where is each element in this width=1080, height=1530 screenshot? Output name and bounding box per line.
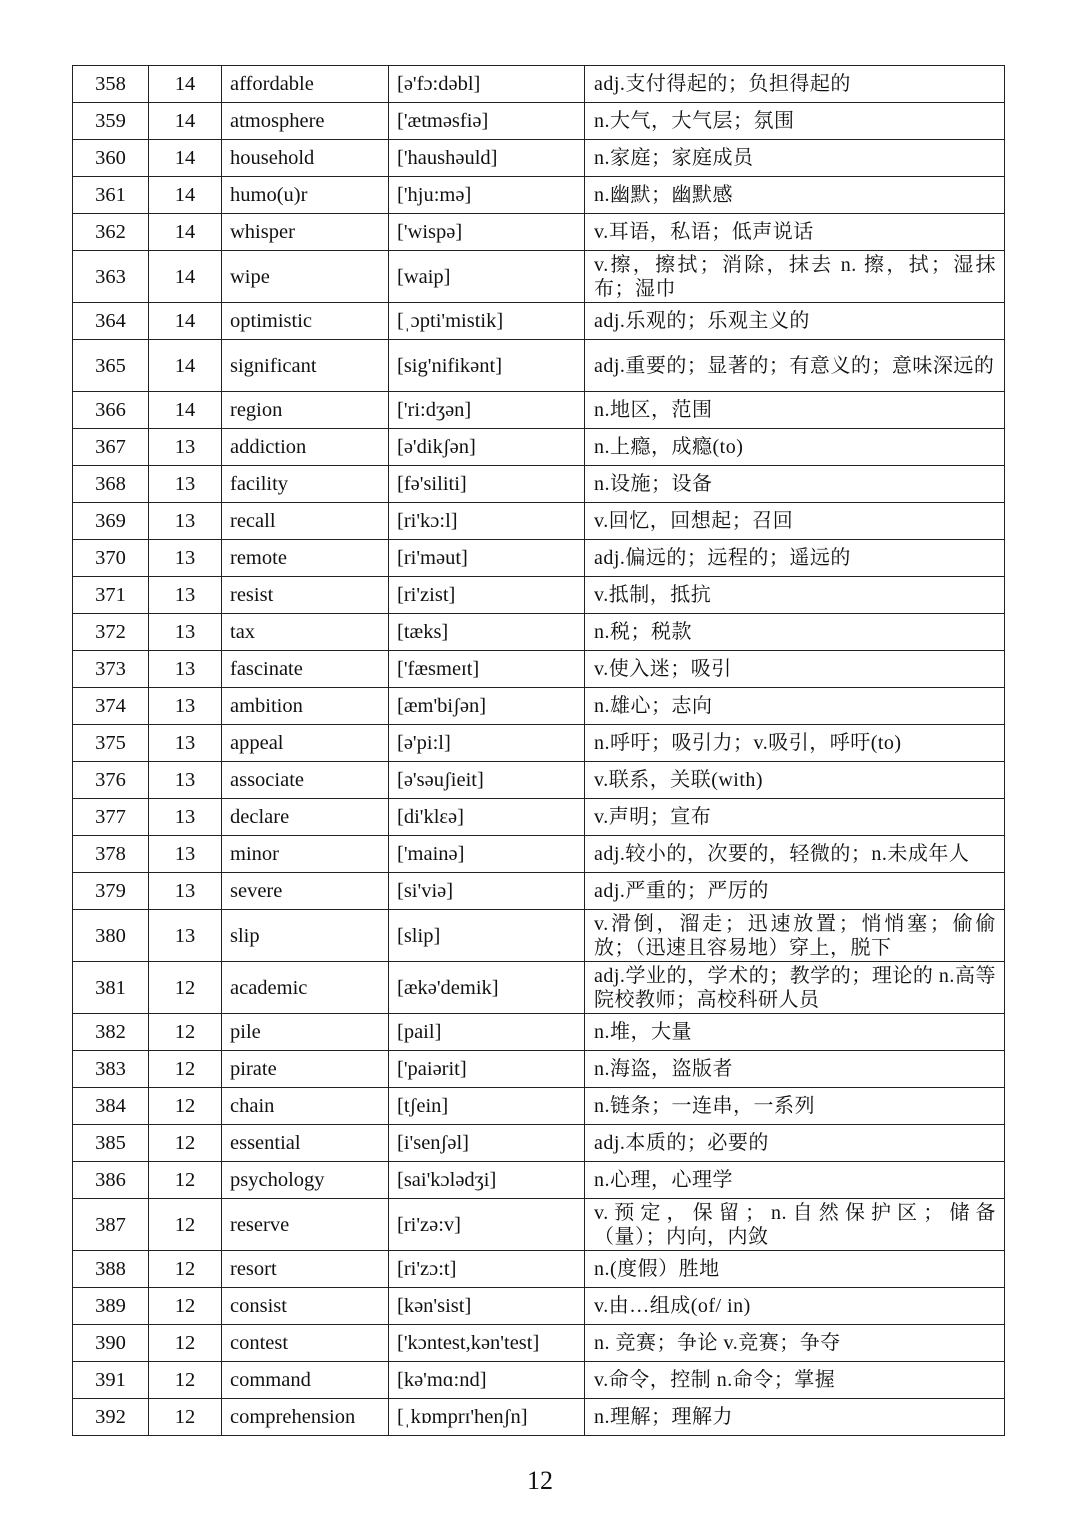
entry-word: psychology xyxy=(222,1162,389,1199)
entry-word: consist xyxy=(222,1288,389,1325)
entry-phonetic: [i'senʃəl] xyxy=(389,1125,585,1162)
entry-phonetic: [sig'nifikənt] xyxy=(389,340,585,392)
entry-word: resist xyxy=(222,577,389,614)
entry-phonetic: [ə'pi:l] xyxy=(389,725,585,762)
entry-definition: n.理解；理解力 xyxy=(585,1399,1005,1436)
entry-definition: n. 竞赛；争论 v.竞赛；争夺 xyxy=(585,1325,1005,1362)
entry-definition: n.呼吁；吸引力；v.吸引，呼吁(to) xyxy=(585,725,1005,762)
entry-number: 369 xyxy=(73,503,149,540)
entry-definition: n.地区，范围 xyxy=(585,392,1005,429)
entry-phonetic: [kə'mɑ:nd] xyxy=(389,1362,585,1399)
entry-definition: n.雄心；志向 xyxy=(585,688,1005,725)
entry-definition: n.心理，心理学 xyxy=(585,1162,1005,1199)
entry-phonetic: ['wispə] xyxy=(389,214,585,251)
entry-frequency: 12 xyxy=(149,1051,222,1088)
entry-frequency: 13 xyxy=(149,466,222,503)
entry-phonetic: ['mainə] xyxy=(389,836,585,873)
entry-word: severe xyxy=(222,873,389,910)
entry-phonetic: [slip] xyxy=(389,910,585,962)
entry-word: chain xyxy=(222,1088,389,1125)
table-row xyxy=(73,392,1005,429)
entry-word: slip xyxy=(222,910,389,962)
table-row xyxy=(73,103,1005,140)
table-row xyxy=(73,1251,1005,1288)
entry-frequency: 13 xyxy=(149,577,222,614)
entry-frequency: 13 xyxy=(149,725,222,762)
entry-number: 372 xyxy=(73,614,149,651)
entry-definition: adj.严重的；严厉的 xyxy=(585,873,1005,910)
entry-number: 371 xyxy=(73,577,149,614)
entry-definition: v.擦，擦拭；消除，抹去 n. 擦，拭；湿抹布；湿巾 xyxy=(585,251,1005,303)
entry-definition: adj.支付得起的；负担得起的 xyxy=(585,66,1005,103)
entry-definition: n.海盗，盗版者 xyxy=(585,1051,1005,1088)
entry-definition: n.大气，大气层；氛围 xyxy=(585,103,1005,140)
entry-number: 368 xyxy=(73,466,149,503)
entry-definition: v.联系，关联(with) xyxy=(585,762,1005,799)
entry-definition: n.堆，大量 xyxy=(585,1014,1005,1051)
table-row xyxy=(73,1199,1005,1251)
entry-word: associate xyxy=(222,762,389,799)
entry-number: 360 xyxy=(73,140,149,177)
entry-number: 374 xyxy=(73,688,149,725)
entry-frequency: 12 xyxy=(149,1088,222,1125)
entry-phonetic: [ˌkɒmprɪ'henʃn] xyxy=(389,1399,585,1436)
entry-word: recall xyxy=(222,503,389,540)
entry-number: 370 xyxy=(73,540,149,577)
entry-number: 388 xyxy=(73,1251,149,1288)
entry-phonetic: ['ætməsfiə] xyxy=(389,103,585,140)
entry-word: academic xyxy=(222,962,389,1014)
entry-phonetic: [ə'dikʃən] xyxy=(389,429,585,466)
entry-phonetic: [pail] xyxy=(389,1014,585,1051)
entry-frequency: 14 xyxy=(149,214,222,251)
entry-frequency: 12 xyxy=(149,1251,222,1288)
entry-word: whisper xyxy=(222,214,389,251)
vocabulary-table xyxy=(72,65,1005,1436)
entry-definition: v.声明；宣布 xyxy=(585,799,1005,836)
entry-frequency: 12 xyxy=(149,1199,222,1251)
entry-frequency: 14 xyxy=(149,251,222,303)
table-row xyxy=(73,614,1005,651)
entry-phonetic: [si'viə] xyxy=(389,873,585,910)
entry-word: fascinate xyxy=(222,651,389,688)
table-row xyxy=(73,177,1005,214)
table-row xyxy=(73,1288,1005,1325)
entry-frequency: 13 xyxy=(149,540,222,577)
entry-definition: n.上瘾，成瘾(to) xyxy=(585,429,1005,466)
entry-phonetic: ['ri:dʒən] xyxy=(389,392,585,429)
entry-number: 361 xyxy=(73,177,149,214)
table-row xyxy=(73,910,1005,962)
entry-phonetic: [ri'kɔ:l] xyxy=(389,503,585,540)
entry-definition: v.滑倒，溜走；迅速放置；悄悄塞；偷偷放；（迅速且容易地）穿上，脱下 xyxy=(585,910,1005,962)
table-row xyxy=(73,762,1005,799)
entry-word: significant xyxy=(222,340,389,392)
table-row xyxy=(73,873,1005,910)
table-row xyxy=(73,1014,1005,1051)
entry-word: region xyxy=(222,392,389,429)
entry-frequency: 13 xyxy=(149,836,222,873)
entry-number: 373 xyxy=(73,651,149,688)
entry-frequency: 13 xyxy=(149,910,222,962)
table-row xyxy=(73,1162,1005,1199)
entry-frequency: 14 xyxy=(149,177,222,214)
entry-phonetic: [ə'səuʃieit] xyxy=(389,762,585,799)
table-row xyxy=(73,651,1005,688)
entry-phonetic: [ri'zə:v] xyxy=(389,1199,585,1251)
entry-word: optimistic xyxy=(222,303,389,340)
entry-phonetic: [waip] xyxy=(389,251,585,303)
entry-frequency: 12 xyxy=(149,1014,222,1051)
table-row xyxy=(73,251,1005,303)
entry-number: 382 xyxy=(73,1014,149,1051)
entry-frequency: 12 xyxy=(149,1362,222,1399)
entry-definition: v.由…组成(of/ in) xyxy=(585,1288,1005,1325)
table-row xyxy=(73,429,1005,466)
entry-phonetic: ['hju:mə] xyxy=(389,177,585,214)
entry-number: 389 xyxy=(73,1288,149,1325)
entry-frequency: 12 xyxy=(149,1162,222,1199)
entry-word: wipe xyxy=(222,251,389,303)
entry-frequency: 12 xyxy=(149,1288,222,1325)
entry-definition: n.税；税款 xyxy=(585,614,1005,651)
entry-definition: v.使入迷；吸引 xyxy=(585,651,1005,688)
entry-number: 377 xyxy=(73,799,149,836)
entry-phonetic: [ækə'demik] xyxy=(389,962,585,1014)
entry-word: facility xyxy=(222,466,389,503)
entry-number: 386 xyxy=(73,1162,149,1199)
entry-definition: adj.乐观的；乐观主义的 xyxy=(585,303,1005,340)
entry-word: affordable xyxy=(222,66,389,103)
table-row xyxy=(73,1362,1005,1399)
entry-frequency: 13 xyxy=(149,651,222,688)
table-row xyxy=(73,799,1005,836)
entry-word: pile xyxy=(222,1014,389,1051)
entry-word: pirate xyxy=(222,1051,389,1088)
table-row xyxy=(73,140,1005,177)
table-row xyxy=(73,503,1005,540)
table-row xyxy=(73,688,1005,725)
entry-word: resort xyxy=(222,1251,389,1288)
entry-word: contest xyxy=(222,1325,389,1362)
entry-number: 383 xyxy=(73,1051,149,1088)
entry-definition: n.设施；设备 xyxy=(585,466,1005,503)
table-row xyxy=(73,577,1005,614)
entry-number: 362 xyxy=(73,214,149,251)
entry-phonetic: [tʃein] xyxy=(389,1088,585,1125)
entry-phonetic: ['haushəuld] xyxy=(389,140,585,177)
entry-number: 364 xyxy=(73,303,149,340)
table-row xyxy=(73,1399,1005,1436)
entry-word: remote xyxy=(222,540,389,577)
entry-word: minor xyxy=(222,836,389,873)
entry-word: ambition xyxy=(222,688,389,725)
table-row xyxy=(73,1051,1005,1088)
entry-word: household xyxy=(222,140,389,177)
table-row xyxy=(73,540,1005,577)
entry-definition: adj.学业的，学术的；教学的；理论的 n.高等院校教师；高校科研人员 xyxy=(585,962,1005,1014)
entry-phonetic: ['kɔntest,kən'test] xyxy=(389,1325,585,1362)
entry-number: 365 xyxy=(73,340,149,392)
entry-definition: n.(度假）胜地 xyxy=(585,1251,1005,1288)
entry-frequency: 13 xyxy=(149,503,222,540)
entry-phonetic: [di'klɛə] xyxy=(389,799,585,836)
entry-definition: n.幽默；幽默感 xyxy=(585,177,1005,214)
entry-definition: adj.本质的；必要的 xyxy=(585,1125,1005,1162)
entry-frequency: 13 xyxy=(149,799,222,836)
entry-frequency: 12 xyxy=(149,962,222,1014)
entry-phonetic: [ˌɔpti'mistik] xyxy=(389,303,585,340)
entry-frequency: 13 xyxy=(149,614,222,651)
entry-word: essential xyxy=(222,1125,389,1162)
entry-word: appeal xyxy=(222,725,389,762)
entry-phonetic: [tæks] xyxy=(389,614,585,651)
entry-number: 363 xyxy=(73,251,149,303)
entry-frequency: 13 xyxy=(149,762,222,799)
entry-word: comprehension xyxy=(222,1399,389,1436)
entry-number: 385 xyxy=(73,1125,149,1162)
entry-word: addiction xyxy=(222,429,389,466)
entry-phonetic: [ə'fɔ:dəbl] xyxy=(389,66,585,103)
entry-number: 387 xyxy=(73,1199,149,1251)
entry-phonetic: [sai'kɔlədʒi] xyxy=(389,1162,585,1199)
entry-phonetic: ['fæsmeɪt] xyxy=(389,651,585,688)
entry-word: humo(u)r xyxy=(222,177,389,214)
table-row xyxy=(73,1088,1005,1125)
entry-phonetic: [ri'zɔ:t] xyxy=(389,1251,585,1288)
entry-number: 384 xyxy=(73,1088,149,1125)
entry-number: 378 xyxy=(73,836,149,873)
entry-phonetic: [fə'siliti] xyxy=(389,466,585,503)
entry-phonetic: [ri'zist] xyxy=(389,577,585,614)
entry-word: atmosphere xyxy=(222,103,389,140)
table-row xyxy=(73,66,1005,103)
entry-definition: n.家庭；家庭成员 xyxy=(585,140,1005,177)
entry-number: 392 xyxy=(73,1399,149,1436)
entry-frequency: 14 xyxy=(149,66,222,103)
entry-frequency: 12 xyxy=(149,1399,222,1436)
entry-frequency: 13 xyxy=(149,873,222,910)
table-row xyxy=(73,1125,1005,1162)
entry-word: declare xyxy=(222,799,389,836)
entry-number: 381 xyxy=(73,962,149,1014)
entry-phonetic: [kən'sist] xyxy=(389,1288,585,1325)
entry-definition: adj.偏远的；远程的；遥远的 xyxy=(585,540,1005,577)
page-number: 12 xyxy=(527,1466,553,1495)
entry-definition: v.耳语，私语；低声说话 xyxy=(585,214,1005,251)
entry-word: tax xyxy=(222,614,389,651)
table-row xyxy=(73,303,1005,340)
table-row xyxy=(73,836,1005,873)
entry-definition: adj.重要的；显著的；有意义的；意味深远的 xyxy=(585,340,1005,392)
entry-frequency: 13 xyxy=(149,688,222,725)
entry-frequency: 12 xyxy=(149,1325,222,1362)
table-row xyxy=(73,466,1005,503)
entry-definition: n.链条；一连串，一系列 xyxy=(585,1088,1005,1125)
entry-phonetic: ['paiərit] xyxy=(389,1051,585,1088)
entry-number: 390 xyxy=(73,1325,149,1362)
entry-frequency: 14 xyxy=(149,140,222,177)
entry-definition: v.回忆，回想起；召回 xyxy=(585,503,1005,540)
entry-definition: v.抵制，抵抗 xyxy=(585,577,1005,614)
entry-phonetic: [æm'biʃən] xyxy=(389,688,585,725)
entry-definition: adj.较小的，次要的，轻微的；n.未成年人 xyxy=(585,836,1005,873)
entry-number: 379 xyxy=(73,873,149,910)
entry-word: command xyxy=(222,1362,389,1399)
entry-number: 366 xyxy=(73,392,149,429)
table-row xyxy=(73,1325,1005,1362)
entry-frequency: 14 xyxy=(149,340,222,392)
table-row xyxy=(73,214,1005,251)
entry-frequency: 13 xyxy=(149,429,222,466)
entry-number: 376 xyxy=(73,762,149,799)
entry-phonetic: [ri'məut] xyxy=(389,540,585,577)
entry-frequency: 14 xyxy=(149,392,222,429)
entry-frequency: 14 xyxy=(149,103,222,140)
table-row xyxy=(73,340,1005,392)
vocabulary-table-body xyxy=(73,66,1005,1436)
entry-frequency: 12 xyxy=(149,1125,222,1162)
entry-definition: v. 预 定 ， 保 留 ； n. 自 然 保 护 区 ； 储 备（量）；内向，内敛 xyxy=(585,1199,1005,1251)
entry-definition: v.命令，控制 n.命令；掌握 xyxy=(585,1362,1005,1399)
entry-number: 358 xyxy=(73,66,149,103)
entry-frequency: 14 xyxy=(149,303,222,340)
table-row xyxy=(73,962,1005,1014)
table-row xyxy=(73,725,1005,762)
entry-number: 391 xyxy=(73,1362,149,1399)
entry-number: 380 xyxy=(73,910,149,962)
entry-number: 375 xyxy=(73,725,149,762)
entry-number: 359 xyxy=(73,103,149,140)
entry-word: reserve xyxy=(222,1199,389,1251)
entry-number: 367 xyxy=(73,429,149,466)
